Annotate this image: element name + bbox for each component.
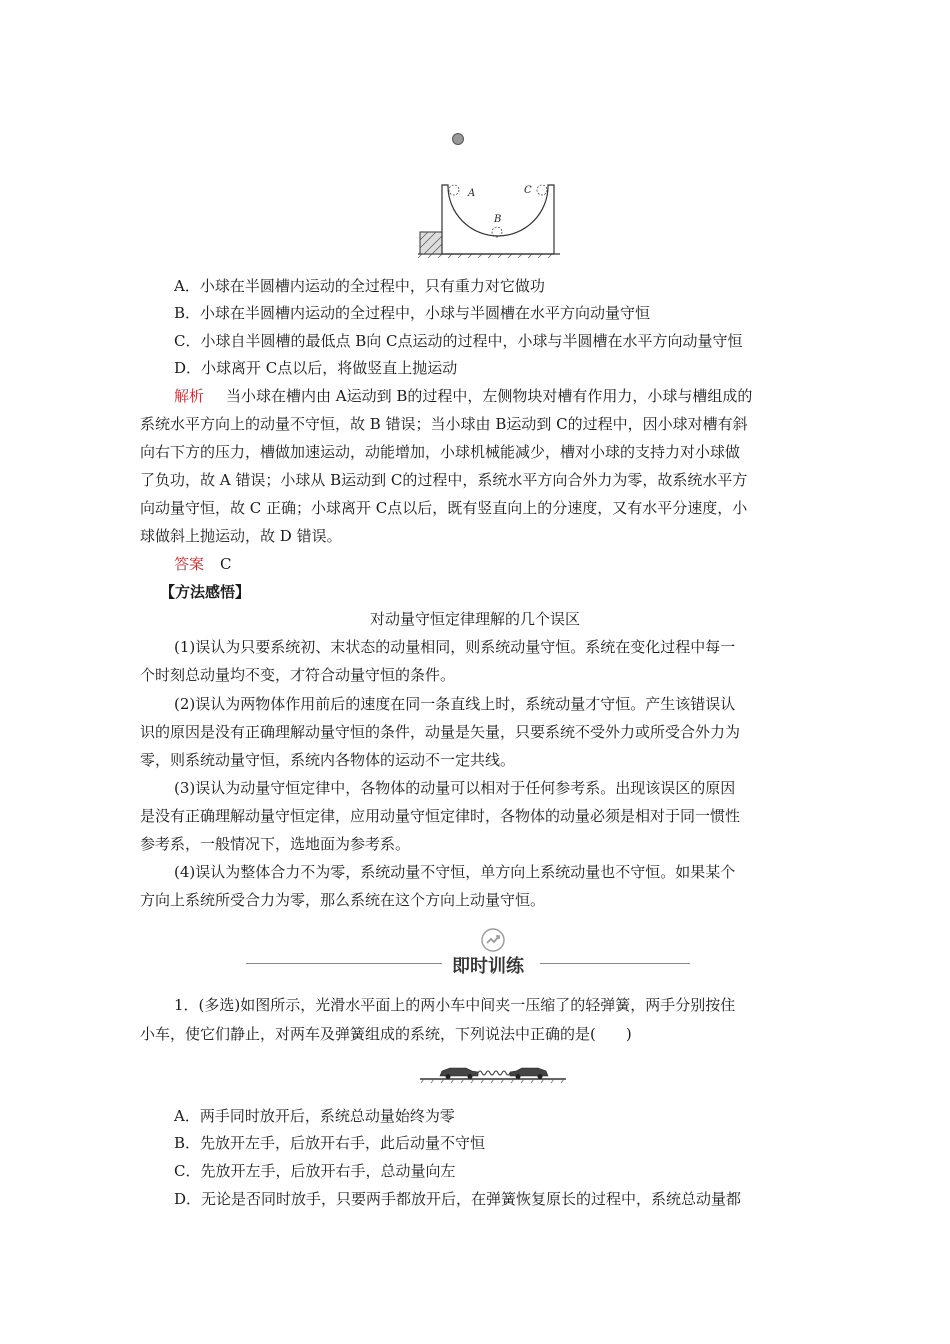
q1-line: 小车，使它们静止，对两车及弹簧组成的系统，下列说法中正确的是( ) bbox=[140, 1025, 632, 1043]
method-line: 是没有正确理解动量守恒定律，应用动量守恒定律时，各物体的动量必须是相对于同一惯性 bbox=[140, 807, 741, 825]
analysis-line: 球做斜上抛运动，故 D 错误。 bbox=[140, 527, 342, 545]
analysis-line: 向动量守恒，故 C 正确；小球离开 C点以后，既有竖直向上的分速度，又有水平分速度，小 bbox=[140, 499, 748, 517]
analysis-line: 系统水平方向上的动量不守恒，故 B 错误；当小球由 B运动到 C的过程中，因小球对槽有斜 bbox=[140, 415, 748, 433]
section-icon bbox=[480, 927, 506, 953]
section-rule-left bbox=[246, 963, 442, 964]
left-block bbox=[420, 232, 442, 254]
method-line: 参考系，一般情况下，选地面为参考系。 bbox=[140, 835, 411, 853]
q1-option-d: D．无论是否同时放手，只要两手都放开后，在弹簧恢复原长的过程中，系统总动量都 bbox=[174, 1190, 742, 1208]
analysis-line: 向右下方的压力，槽做加速运动，动能增加，小球机械能减少，槽对小球的支持力对小球做 bbox=[140, 443, 741, 461]
method-line: (1)误认为只要系统初、末状态的动量相同，则系统动量守恒。系统在变化过程中每一 bbox=[174, 638, 736, 656]
groove-figure bbox=[380, 128, 580, 258]
label-a: A bbox=[468, 188, 476, 199]
section-title: 即时训练 bbox=[452, 956, 524, 977]
analysis-first-line bbox=[174, 386, 752, 406]
falling-ball bbox=[453, 134, 464, 145]
method-line: (4)误认为整体合力不为零，系统动量不守恒，单方向上系统动量也不守恒。如果某个 bbox=[174, 863, 736, 881]
method-title: 对动量守恒定律理解的几个误区 bbox=[369, 610, 580, 628]
q1-option-b: B．先放开左手，后放开右手，此后动量不守恒 bbox=[174, 1134, 486, 1152]
cars-spring-figure bbox=[418, 1062, 568, 1084]
label-b: B bbox=[494, 214, 502, 225]
answer-line bbox=[174, 554, 232, 574]
right-car bbox=[510, 1068, 548, 1076]
option-d: D．小球离开 C点以后，将做竖直上抛运动 bbox=[174, 359, 458, 377]
option-b: B．小球在半圆槽内运动的全过程中，小球与半圆槽在水平方向动量守恒 bbox=[174, 304, 651, 322]
option-c: C．小球自半圆槽的最低点 B向 C点运动的过程中，小球与半圆槽在水平方向动量守恒 bbox=[174, 332, 743, 350]
q1-option-c: C．先放开左手，后放开右手，总动量向左 bbox=[174, 1162, 456, 1180]
method-line: 方向上系统所受合力为零，那么系统在这个方向上动量守恒。 bbox=[140, 891, 546, 909]
answer-value: C bbox=[220, 555, 232, 573]
answer-label: 答案 bbox=[174, 555, 205, 573]
method-line: (3)误认为动量守恒定律中，各物体的动量可以相对于任何参考系。出现该误区的原因 bbox=[174, 779, 736, 797]
left-car bbox=[440, 1068, 478, 1076]
section-rule-right bbox=[540, 963, 690, 964]
analysis-line: 了负功，故 A 错误；小球从 B运动到 C的过程中，系统水平方向合外力为零，故系统水平方 bbox=[140, 471, 748, 489]
method-header: 【方法感悟】 bbox=[160, 583, 251, 601]
analysis-label: 解析 bbox=[174, 387, 205, 405]
method-line: 零，则系统动量守恒，系统内各物体的运动不一定共线。 bbox=[140, 751, 516, 769]
q1-line: 1．(多选)如图所示，光滑水平面上的两小车中间夹一压缩了的轻弹簧，两手分别按住 bbox=[174, 996, 736, 1014]
method-line: 识的原因是没有正确理解动量守恒的条件，动量是矢量，只要系统不受外力或所受合外力为 bbox=[140, 723, 741, 741]
spring bbox=[478, 1071, 510, 1075]
method-line: 个时刻总动量均不变，才符合动量守恒的条件。 bbox=[140, 666, 456, 684]
method-line: (2)误认为两物体作用前后的速度在同一条直线上时，系统动量才守恒。产生该错误认 bbox=[174, 695, 736, 713]
option-a: A．小球在半圆槽内运动的全过程中，只有重力对它做功 bbox=[174, 277, 545, 295]
q1-option-a: A．两手同时放开后，系统总动量始终为零 bbox=[174, 1107, 455, 1125]
analysis-line: 当小球在槽内由 A运动到 B的过程中，左侧物块对槽有作用力，小球与槽组成的 bbox=[226, 387, 753, 405]
label-c: C bbox=[524, 185, 532, 196]
